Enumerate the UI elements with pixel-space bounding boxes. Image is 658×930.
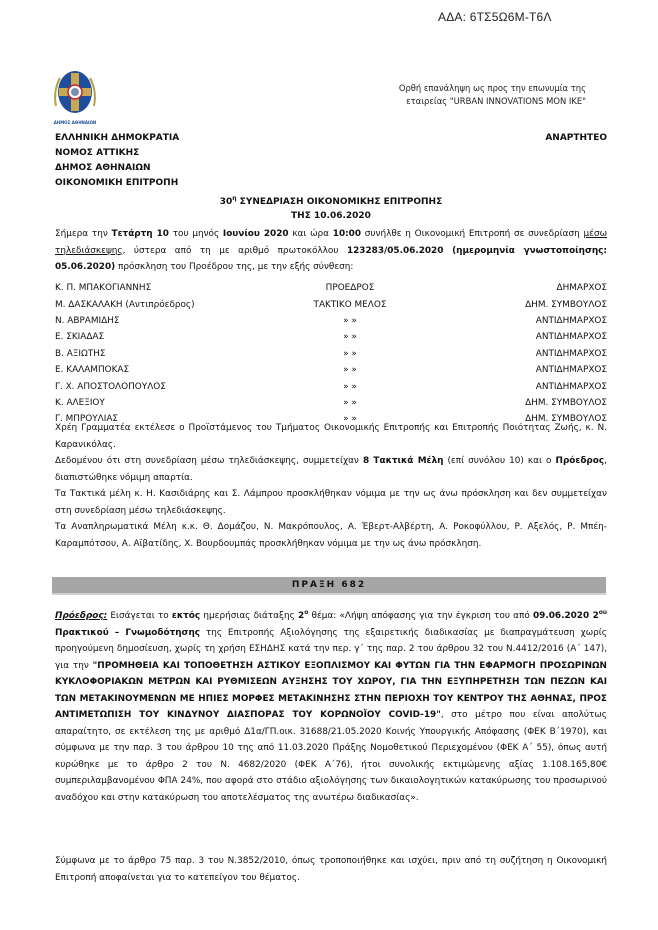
republic-label: ΕΛΛΗΝΙΚΗ ΔΗΜΟΚΡΑΤΙΑ [55, 133, 180, 143]
member-row: Μ. ΔΑΣΚΑΛΑΚΗ (Αντιπρόεδρος) ΤΑΚΤΙΚΟ ΜΕΛΟΣ ΔΗΜ. ΣΥΜΒΟΥΛΟΣ [55, 299, 607, 310]
svg-text:ΔΗΜΟΣ ΑΘΗΝΑΙΩΝ: ΔΗΜΟΣ ΑΘΗΝΑΙΩΝ [53, 120, 97, 125]
session-number-sup: η [232, 195, 237, 202]
secretary-paragraph: Χρέη Γραμματέα εκτέλεσε ο Προϊστάμενος του Τμήματος Οικονομικής Επιτροπής και Επιτροπής Ποιότητας Ζωής, κ. Ν. Καρανικόλας. [55, 423, 607, 450]
member-row: Γ. ΜΠΡΟΥΛΙΑΣ » » ΔΗΜ. ΣΥΜΒΟΥΛΟΣ [55, 414, 607, 425]
members-list [55, 280, 607, 428]
member-row: Β. ΑΞΙΩΤΗΣ » » ΑΝΤΙΔΗΜΑΡΧΟΣ [55, 348, 607, 359]
quorum-paragraph: Δεδομένου ότι στη συνεδρίαση μέσω τηλεδιάσκεψης, συμμετείχαν 8 Τακτικά Μέλη (επί συνόλου 10) και ο Πρόεδρος, διαπιστώθηκε νόμιμη απαρτία. [55, 456, 607, 483]
athens-emblem-icon [50, 66, 100, 128]
president-paragraph: Πρόεδρος: Εισάγεται το εκτός ημερήσιας διάταξης $2^o$ θέμα: «Λήψη απόφασης για την έγκριση του από 09.06.2020 $2^{o\upsilon}$ Πρακτικού – Γνωμοδότησης της Επιτροπής Αξιολόγησης της εξαιρετικής διαδικασίας με διαπραγμάτευση χωρίς προηγούμενη δημοσίευση, χωρίς τη χρήση ΕΣΗΔΗΣ κατά την περ. γ΄ της παρ. 2 του άρθρου 32 του Ν.4412/2016 (Α΄ 147), για την "ΠΡΟΜΗΘΕΙΑ ΚΑΙ ΤΟΠΟΘΕΤΗΣΗ ΑΣΤΙΚΟΥ ΕΞΟΠΛΙΣΜΟΥ ΚΑΙ ΦΥΤΩΝ ΓΙΑ ΤΗΝ ΕΦΑΡΜΟΓΗ ΠΡΟΣΩΡΙΝΩΝ ΚΥΚΛΟΦΟΡΙΑΚΩΝ ΜΕΤΡΩΝ ΚΑΙ ΡΥΘΜΙΣΕΩΝ ΑΥΞΗΣΗΣ ΤΟΥ ΧΩΡΟΥ, ΓΙΑ ΤΗΝ ΕΞΥΠΗΡΕΤΗΣΗ ΤΩΝ ΠΕΖΩΝ ΚΑΙ ΤΩΝ ΜΕΤΑΚΙΝΟΥΜΕΝΩΝ ΜΕ ΗΠΙΕΣ ΜΟΡΦΕΣ ΜΕΤΑΚΙΝΗΣΗΣ ΣΤΗΝ ΠΕΡΙΟΧΗ ΤΟΥ ΚΕΝΤΡΟΥ ΤΗΣ ΑΘΗΝΑΣ, ΠΡΟΣ ΑΝΤΙΜΕΤΩΠΙΣΗ ΤΟΥ ΚΙΝΔΥΝΟΥ ΔΙΑΣΠΟΡΑΣ ΤΟΥ ΚΟΡΩΝΟΪΟΥ COVID-19", στο μέτρο που είναι απολύτως απαραίτητο, σε εκτέλεση της με αριθμό Δ1α/ΓΠ.οικ. 31688/21.05.2020 Κοινής Υπουργικής Απόφασης (ΦΕΚ Β΄1970), και σύμφωνα με την παρ. 3 του άρθρου 10 της από 11.03.2020 Πράξης Νομοθετικού Περιεχομένου (ΦΕΚ Α΄ 55), όπως αυτή κυρώθηκε με το άρθρο 2 του Ν. 4682/2020 (ΦΕΚ Α΄76), ήτοι συνολικής εκτιμώμενης αξίας 1.108.165,80€ συμπεριλαμβανομένου ΦΠΑ 24%, που αφορά στο στάδιο αξιολόγησης των δικαιολογητικών κατακύρωσης του προσωρινού αναδόχου και στην κατακύρωση του αποτελέσματος της ανωτέρω διαδικασίας». [55, 609, 607, 803]
correction-line-1: Ορθή επανάληψη ως προς την επωνυμία της [398, 83, 586, 93]
substitute-members-paragraph: Τα Αναπληρωματικά Μέλη κ.κ. Θ. Δομάζου, Ν. Μακρόπουλος, Α. Έβερτ-Αλβέρτη, Α. Ροκοφύλλου, Ρ. Αξελός, Ρ. Μπέη-Καραμπότσου, Α. Αϊβατίδης, Χ. Βουρδουμπάς προσκλήθηκαν νόμιμα με την ως άνω πρόσκληση. [55, 522, 607, 549]
municipality-logo [50, 66, 100, 126]
correction-line-2: εταιρείας "URBAN INNOVATIONS MON IKE" [406, 96, 586, 106]
prefecture-label: ΝΟΜΟΣ ΑΤΤΙΚΗΣ [55, 148, 140, 158]
member-row: Ν. ΑΒΡΑΜΙΔΗΣ » » ΑΝΤΙΔΗΜΑΡΧΟΣ [55, 315, 607, 326]
ada-code: ΑΔΑ: 6ΤΣ5Ω6Μ-Τ6Λ [438, 10, 552, 24]
member-row: Κ. ΑΛΕΞΙΟΥ » » ΔΗΜ. ΣΥΜΒΟΥΛΟΣ [55, 397, 607, 408]
member-row: Γ. Χ. ΑΠΟΣΤΟΛΟΠΟΥΛΟΣ » » ΑΝΤΙΔΗΜΑΡΧΟΣ [55, 381, 607, 392]
intro-paragraph: Σήμερα την Τετάρτη 10 του μηνός Ιουνίου 2020 και ώρα 10:00 συνήλθε η Οικονομική Επιτροπή σε συνεδρίαση μέσω τηλεδιάσκεψης, ύστερα από τη με αριθμό πρωτοκόλλου 123283/05.06.2020 (ημερομηνία γνωστοποίησης: 05.06.2020) πρόσκληση του Προέδρου της, με την εξής σύνθεση: [55, 229, 608, 272]
document-header [55, 131, 607, 191]
member-row: Ε. ΣΚΙΑΔΑΣ » » ΑΝΤΙΔΗΜΑΡΧΟΣ [55, 332, 607, 343]
member-row: Κ. Π. ΜΠΑΚΟΓΙΑΝΝΗΣ ΠΡΟΕΔΡΟΣ ΔΗΜΑΡΧΟΣ [55, 283, 607, 294]
session-title-text: ΣΥΝΕΔΡΙΑΣΗ ΟΙΚΟΝΟΜΙΚΗΣ ΕΠΙΤΡΟΠΗΣ [236, 197, 443, 207]
urgency-paragraph: Σύμφωνα με το άρθρο 75 παρ. 3 του Ν.3852/2010, όπως τροποποιήθηκε και ισχύει, πριν από τη συζήτηση η Οικονομική Επιτροπή αποφαίνεται για το κατεπείγον του θέματος. [55, 856, 607, 883]
correction-note [350, 82, 586, 108]
praxis-header: ΠΡΑΞΗ 682 [52, 577, 606, 595]
session-title [55, 195, 607, 223]
municipality-label: ΔΗΜΟΣ ΑΘΗΝΑΙΩΝ [55, 163, 151, 173]
committee-label: ΟΙΚΟΝΟΜΙΚΗ ΕΠΙΤΡΟΠΗ [55, 178, 179, 188]
session-date: ΤΗΣ 10.06.2020 [291, 211, 371, 221]
absent-members-paragraph: Τα Τακτικά μέλη κ. Η. Κασιδιάρης και Σ. Λάμπρου προσκλήθηκαν νόμιμα με την ως άνω πρόσκληση και δεν συμμετείχαν στη συνεδρίαση μέσω τηλεδιάσκεψης. [55, 489, 607, 516]
posting-label: ΑΝΑΡΤΗΤΕΟ [545, 133, 607, 143]
session-number: 30 [219, 197, 233, 207]
member-row: Ε. ΚΑΛΑΜΠΟΚΑΣ » » ΑΝΤΙΔΗΜΑΡΧΟΣ [55, 365, 607, 376]
